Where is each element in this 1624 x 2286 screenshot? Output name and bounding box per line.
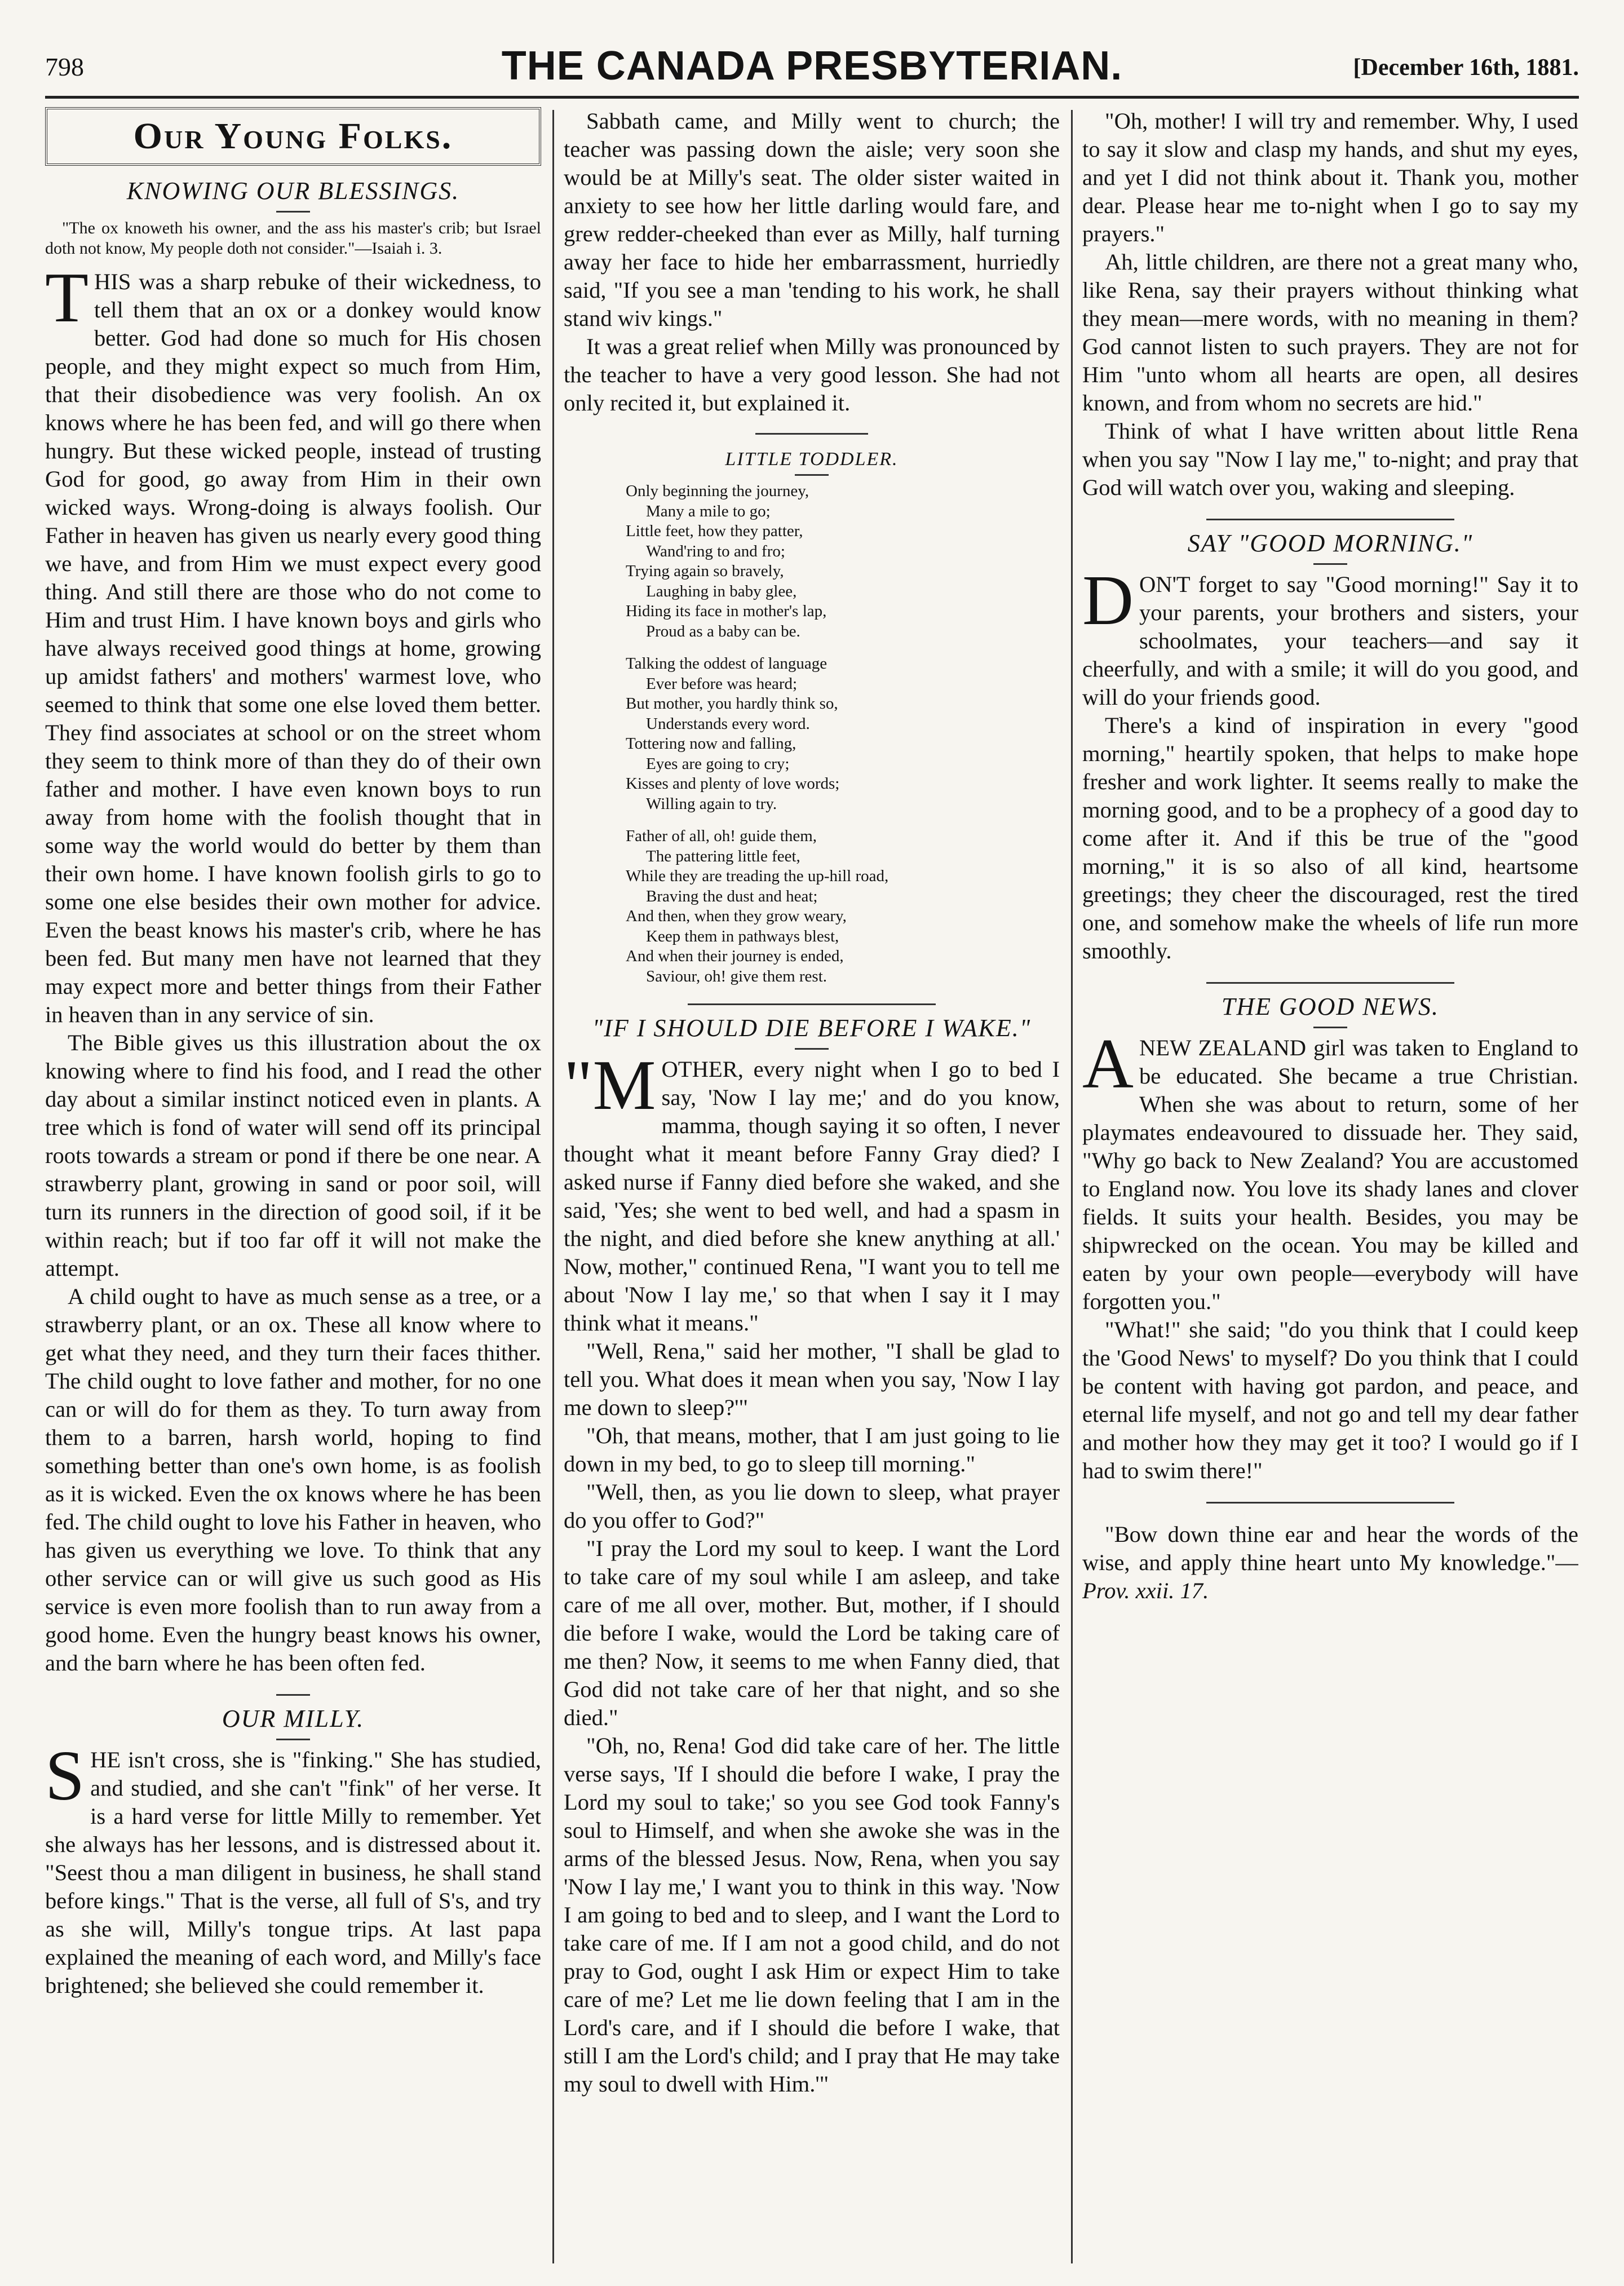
paragraph: Think of what I have written about little Rena when you say "Now I lay me," to-night; and pray that God will watch over you, waking and sleeping. <box>1082 418 1578 500</box>
drop-cap: A <box>1082 1025 1134 1103</box>
poem-line: Willing again to try. <box>646 794 777 813</box>
page-header <box>45 23 1579 90</box>
paragraph: There's a kind of inspiration in every "good morning," heartily spoken, that helps to make hope fresher and work lighter. It seems really to make the morning good, and to be a prophecy of a good day to come after it. And if this be true of the "good morning," it is so also of all kind, heartsome greetings; they cheer the discouraged, rest the tired one, and somehow make the wheels of life run more smoothly. <box>1082 713 1578 963</box>
paragraph-text: HIS was a sharp rebuke of their wickedness, to tell them that an ox or a donkey would know better. God had done so much for His chosen people, and they might expect so much from Him, that their disobedience was very foolish. An ox knows where he has been fed, and will go there when hungry. But these wicked people, instead of trusting God for good, go away from Him in their own wicked ways. Wrong-doing is always foolish. Our Father in heaven has given us nearly every good thing we have, and from Him we must expect every good thing. And still there are those who do not come to Him and trust Him. I have known boys and girls who have always received good things at home, growing up amidst fathers' and mothers' warmest love, who seemed to think that some one else loved them better. They find associates at school or on the street whom they seem to think more of than they do of their own father and mother. I have even known boys to run away from home with the foolish thought that in some way the world would do better by them than their own home. I have known foolish girls to go to some one else besides their own mother for advice. Even the beast knows his master's crib, where he has been fed. But many men have not learned that they may expect more and better things from their Father in heaven than in any service of sin. <box>45 269 541 1027</box>
article-title-news: THE GOOD NEWS. <box>1221 993 1440 1020</box>
title-rule <box>276 211 310 213</box>
column-divider <box>1071 110 1073 2263</box>
section-rule <box>755 433 868 435</box>
title-rule <box>1313 563 1347 565</box>
poem-line: Little feet, how they patter, <box>626 522 803 540</box>
poem-line: Braving the dust and heat; <box>646 887 818 905</box>
paragraph: "Oh, mother! I will try and remember. Why, I used to say it slow and clasp my hands, and shut my eyes, and yet I did not think about it. Thank you, mother dear. Please hear me to-night when I go to say my prayers." <box>1082 108 1578 246</box>
poem-line: But mother, you hardly think so, <box>626 695 838 713</box>
poem-line: And when their journey is ended, <box>626 947 844 965</box>
poem-line: The pattering little feet, <box>646 847 800 865</box>
section-rule <box>688 1003 936 1005</box>
scripture-reference: Prov. xxii. 17. <box>1082 1578 1209 1603</box>
open-quote: " <box>564 1046 593 1125</box>
paragraph: Sabbath came, and Milly went to church; the teacher was passing down the aisle; very soon she would be at Milly's seat. The older sister waited in anxiety to see how her little darling would fare, and grew redder-cheeked than ever as Milly, half turning away her face to hide her embarrassment, hurriedly said, "If you see a man 'tending to his work, he shall stand wiv kings." <box>564 108 1060 331</box>
poem-stanza <box>626 826 1060 987</box>
poem-line: Ever before was heard; <box>646 674 798 693</box>
drop-cap <box>564 1046 656 1125</box>
title-rule <box>276 1739 310 1740</box>
poem-line: Many a mile to go; <box>646 502 771 520</box>
poem-line: Wand'ring to and fro; <box>646 542 785 560</box>
issue-date: [December 16th, 1881. <box>1353 55 1579 81</box>
poem-line: Saviour, oh! give them rest. <box>646 967 827 985</box>
section-rule <box>1206 519 1454 520</box>
closing-text: "Bow down thine ear and hear the words of the wise, and apply thine heart unto My knowledge."— <box>1082 1522 1578 1575</box>
poem-stanza <box>626 481 1060 642</box>
paragraph <box>45 259 541 1029</box>
column-2 <box>564 107 1060 2266</box>
section-rule <box>276 1694 310 1696</box>
paragraph-text: NEW ZEALAND girl was taken to England to be educated. She became a true Christian. When she was about to return, some of her playmates endeavoured to dissuade her. They said, "Why go back to New Zealand? You are accustomed to England now. You love its shady lanes and clover fields. It suits your health. Besides, you may be shipwrecked on the ocean. You may be killed and eaten by your own people—everybody will have forgotten you." <box>1082 1035 1578 1314</box>
drop-cap-letter: M <box>592 1046 656 1125</box>
title-rule <box>795 1048 829 1050</box>
paragraph-text: HE isn't cross, she is "finking." She has studied, and studied, and she can't "fink" of her verse. It is a hard verse for little Milly to remember. Yet she always has her lessons, and is distressed about it. "Seest thou a man diligent in business, he shall stand before kings." That is the verse, all full of S's, and try as she will, Milly's tongue trips. At last papa explained the meaning of each word, and Milly's face brightened; she believed she could remember it. <box>45 1747 541 1998</box>
drop-cap: S <box>45 1737 85 1815</box>
poem-line: And then, when they grow weary, <box>626 907 847 925</box>
poem-line: Talking the oddest of language <box>626 655 828 673</box>
poem-line: Laughing in baby glee, <box>646 582 797 600</box>
poem-line: Kisses and plenty of love words; <box>626 775 840 793</box>
newspaper-title: THE CANADA PRESBYTERIAN. <box>501 43 1123 89</box>
poem-title: LITTLE TODDLER. <box>725 449 899 470</box>
article-title-morning: SAY "GOOD MORNING." <box>1187 529 1473 557</box>
paragraph: "Well, then, as you lie down to sleep, what prayer do you offer to God?" <box>564 1479 1060 1533</box>
paragraph <box>45 1737 541 2000</box>
paragraph-text: OTHER, every night when I go to bed I say, 'Now I lay me;' and do you know, mamma, though saying it so often, I never thought what it meant before Fanny Gray died? I asked nurse if Fanny died before she waked, and she said, 'Yes; she went to bed well, and had a spasm in the night, and died before she knew anything at all.' Now, mother," continued Rena, "I want you to tell me about 'Now I lay me,' so that when I say it I may think what it means." <box>564 1056 1060 1336</box>
paragraph: "I pray the Lord my soul to keep. I want the Lord to take care of my soul while I am asleep, and take care of me all over, mother. But, mother, if I should die before I wake, would the Lord be taking care of me then? Now, it seems to me when Fanny died, that God did not take care of her that night, and so she died." <box>564 1536 1060 1730</box>
drop-cap: D <box>1082 561 1134 640</box>
section-rule <box>1206 1502 1454 1504</box>
closing-verse <box>1082 1520 1578 1605</box>
paragraph: "Oh, no, Rena! God did take care of her. The little verse says, 'If I should die before I wake, I pray the Lord my soul to take;' so you see God took Fanny's soul to Himself, and when she awoke she was in the arms of the blessed Jesus. Now, Rena, when you say 'Now I lay me,' I want you to think in this way. 'Now I am going to bed and to sleep, and I want the Lord to take care of me. If I am not a good child, and do not pray to God, ought I ask Him or expect Him to take care of me? Let me lie down feeling that I am in the Lord's care, and if I should die before I wake, that still I am the Lord's child; and I pray that He may take my soul to dwell with Him.'" <box>564 1733 1060 2097</box>
paragraph <box>1082 1025 1578 1316</box>
drop-cap: T <box>45 259 88 337</box>
poem-line: Proud as a baby can be. <box>646 622 800 640</box>
column-3 <box>1082 107 1578 2266</box>
paragraph-text: ON'T forget to say "Good morning!" Say it to your parents, your brothers and sisters, your schoolmates, your teachers—and say it cheerfully, and with a smile; it will do you good, and will do your friends good. <box>1082 572 1578 710</box>
poem-line: Hiding its face in mother's lap, <box>626 602 827 620</box>
poem-line: Father of all, oh! guide them, <box>626 827 817 845</box>
paragraph <box>1082 561 1578 711</box>
column-divider <box>552 110 554 2263</box>
title-rule <box>1313 1027 1347 1028</box>
poem-line: Keep them in pathways blest, <box>646 927 839 945</box>
poem-stanza <box>626 654 1060 814</box>
section-rule <box>1206 982 1454 984</box>
poem-line: Understands every word. <box>646 714 810 733</box>
epigraph: "The ox knoweth his owner, and the ass his master's crib; but Israel doth not know, My people doth not consider."—Isaiah i. 3. <box>45 219 541 258</box>
poem-line: Tottering now and falling, <box>626 735 796 753</box>
paragraph: Ah, little children, are there not a great many who, like Rena, say their prayers without thinking what they mean—mere words, with no meaning in them? God cannot listen to such prayers. They are not for Him "unto whom all hearts are open, all desires known, and from whom no secrets are hid." <box>1082 249 1578 415</box>
poem-line: Eyes are going to cry; <box>646 754 790 773</box>
article-title-knowing: KNOWING OUR BLESSINGS. <box>126 177 460 205</box>
title-rule <box>795 474 829 476</box>
article-title-die: "IF I SHOULD DIE BEFORE I WAKE." <box>592 1014 1032 1042</box>
poem <box>626 481 1060 987</box>
paragraph: It was a great relief when Milly was pronounced by the teacher to have a very good lesson. She had not only recited it, but explained it. <box>564 334 1060 415</box>
paragraph: "What!" she said; "do you think that I could keep the 'Good News' to myself? Do you think that I could be content with having got pardon, and peace, and eternal life myself, and not go and tell my dear father and mother how they may get it too? I would go if I had to swim there!" <box>1082 1317 1578 1483</box>
paragraph: "Oh, that means, mother, that I am just going to lie down in my bed, to go to sleep till morning." <box>564 1423 1060 1476</box>
paragraph: "Well, Rena," said her mother, "I shall be glad to tell you. What does it mean when you say, 'Now I lay me down to sleep?'" <box>564 1338 1060 1420</box>
section-banner <box>45 107 541 166</box>
header-rule <box>45 96 1579 99</box>
article-title-milly: OUR MILLY. <box>222 1705 365 1732</box>
column-1 <box>45 107 541 2266</box>
section-title: Our Young Folks. <box>133 116 453 157</box>
paragraph: The Bible gives us this illustration about the ox knowing where to find his food, and I read the other day about a similar instinct noticed even in plants. A tree which is fond of water will send off its principal roots towards a stream or pond if there be one near. A strawberry plant, growing in sand or poor soil, will turn its runners in the direction of good soil, if it be within reach; but if too far off it will not make the attempt. <box>45 1030 541 1281</box>
poem-line: While they are treading the up-hill road, <box>626 867 889 885</box>
poem-line: Only beginning the journey, <box>626 482 809 500</box>
paragraph <box>564 1046 1060 1337</box>
poem-line: Trying again so bravely, <box>626 562 784 580</box>
page-number: 798 <box>45 52 84 81</box>
paragraph: A child ought to have as much sense as a tree, or a strawberry plant, or an ox. These all know where to get what they need, and they turn their faces thither. The child ought to love father and mother, for no one can or will do for them as they. To turn away from them to a barren, harsh world, hoping to find something better than one's own home, is as foolish as it is wicked. Even the ox knows where he has been fed. The child ought to love his Father in heaven, who has given us everything we love. To think that any other service can or will give us such good as His service is even more foolish than to run away from a good home. Even the hungry beast knows his owner, and the barn where he has been often fed. <box>45 1284 541 1675</box>
